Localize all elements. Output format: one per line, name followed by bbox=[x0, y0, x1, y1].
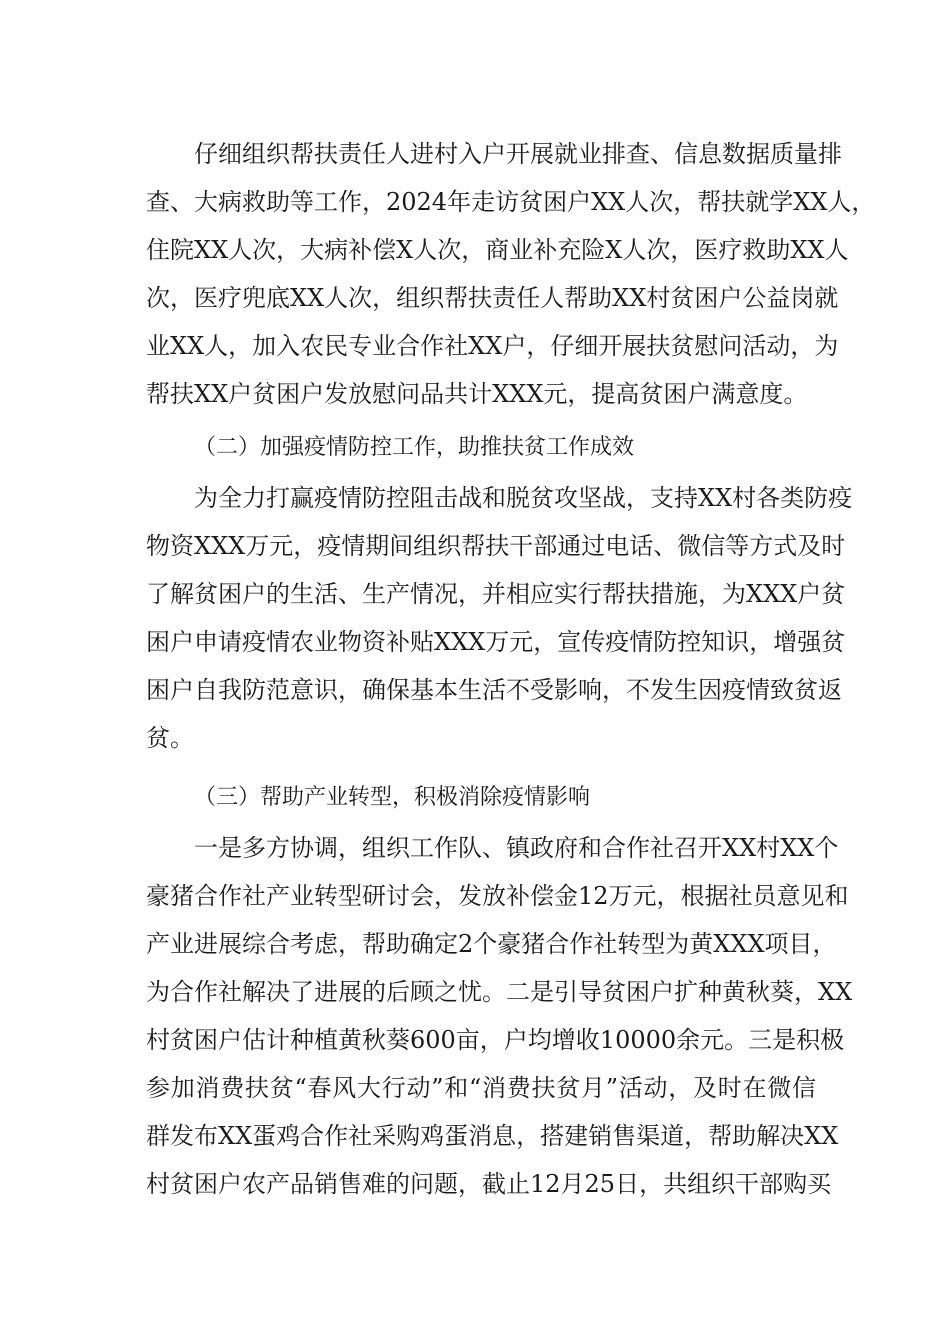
paragraph-line: 了解贫困户的生活、生产情况，并相应实行帮扶措施，为XXX户贫 bbox=[146, 580, 846, 608]
paragraph-line: 村贫困户农产品销售难的问题，截止12月25日，共组织干部购买 bbox=[146, 1170, 832, 1198]
paragraph-line: 困户申请疫情农业物资补贴XXX万元，宣传疫情防控知识，增强贫 bbox=[146, 628, 846, 656]
paragraph-line: 为全力打赢疫情防控阻击战和脱贫攻坚战，支持XX村各类防疫 bbox=[194, 484, 853, 512]
paragraph-line: 豪猪合作社产业转型研讨会，发放补偿金12万元，根据社员意见和 bbox=[146, 882, 849, 910]
paragraph-line: 贫。 bbox=[146, 724, 194, 752]
paragraph-line: 村贫困户估计种植黄秋葵600亩，户均增收10000余元。三是积极 bbox=[146, 1026, 845, 1054]
paragraph-line: 仔细组织帮扶责任人进村入户开展就业排查、信息数据质量排 bbox=[194, 140, 842, 168]
paragraph-line: 物资XXX万元，疫情期间组织帮扶干部通过电话、微信等方式及时 bbox=[146, 532, 846, 560]
paragraph-line: 困户自我防范意识，确保基本生活不受影响，不发生因疫情致贫返 bbox=[146, 676, 842, 704]
section-heading-3: （三）帮助产业转型，积极消除疫情影响 bbox=[194, 785, 591, 810]
paragraph-line: 产业进展综合考虑，帮助确定2个豪猪合作社转型为黄XXX项目， bbox=[146, 930, 837, 958]
paragraph-line: 帮扶XX户贫困户发放慰问品共计XXX元，提高贫困户满意度。 bbox=[146, 380, 808, 408]
paragraph-line: 次，医疗兜底XX人次，组织帮扶责任人帮助XX村贫困户公益岗就 bbox=[146, 284, 839, 312]
paragraph-line: 群发布XX蛋鸡合作社采购鸡蛋消息，搭建销售渠道，帮助解决XX bbox=[146, 1122, 839, 1150]
paragraph-line: 查、大病救助等工作，2024年走访贫困户XX人次，帮扶就学XX人， bbox=[146, 188, 876, 216]
paragraph-line: 参加消费扶贫“春风大行动”和“消费扶贫月”活动，及时在微信 bbox=[146, 1074, 816, 1102]
section-heading-2: （二）加强疫情防控工作，助推扶贫工作成效 bbox=[194, 435, 635, 460]
paragraph-line: 业XX人，加入农民专业合作社XX户，仔细开展扶贫慰问活动，为 bbox=[146, 332, 839, 360]
paragraph-line: 住院XX人次，大病补偿X人次，商业补充险X人次，医疗救助XX人 bbox=[146, 236, 849, 264]
paragraph-line: 为合作社解决了进展的后顾之忧。二是引导贫困户扩种黄秋葵，XX bbox=[146, 978, 853, 1006]
paragraph-line: 一是多方协调，组织工作队、镇政府和合作社召开XX村XX个 bbox=[194, 834, 839, 862]
